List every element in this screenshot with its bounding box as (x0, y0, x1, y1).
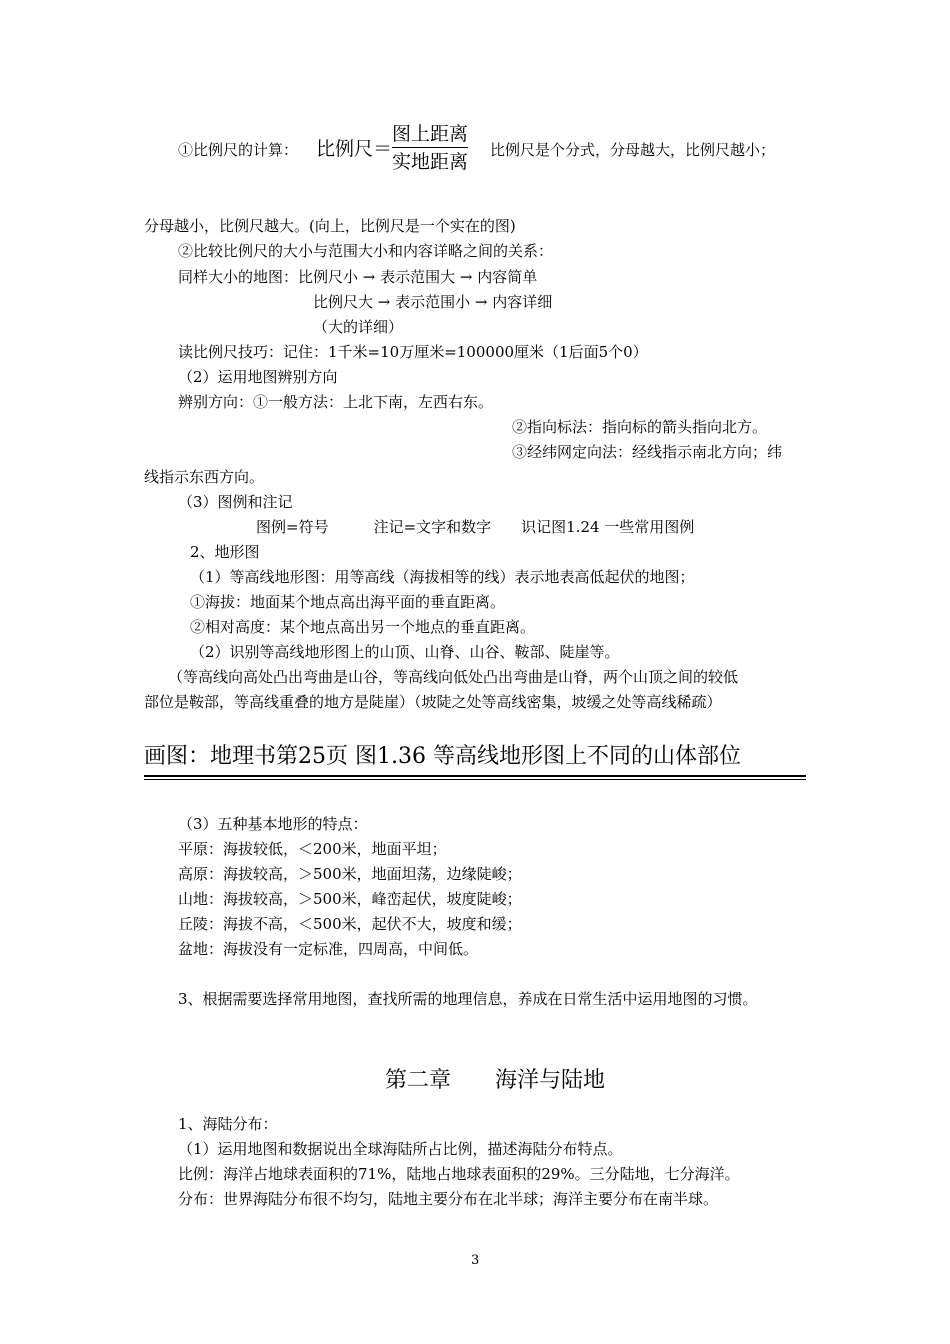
page-number: 3 (471, 1253, 480, 1268)
paragraph-line: （大的详细） (313, 318, 404, 336)
section-heading: （3）五种基本地形的特点： (178, 815, 368, 833)
scale-calc-label: ①比例尺的计算： (178, 141, 299, 159)
paragraph-line: ②指向标法：指向标的箭头指向北方。 (512, 418, 768, 436)
paragraph-line: （2）识别等高线地形图上的山顶、山脊、山谷、鞍部、陡崖等。 (190, 643, 620, 661)
paragraph-line: 线指示东西方向。 (144, 468, 265, 486)
paragraph-line: 比例尺大 → 表示范围小 → 内容详细 (313, 293, 553, 311)
section-heading: 1、海陆分布： (178, 1115, 278, 1133)
paragraph-line: 比例：海洋占地球表面积的71%，陆地占地球表面积的29%。三分陆地，七分海洋。 (178, 1165, 740, 1183)
paragraph-line: （等高线向高处凸出弯曲是山谷，等高线向低处凸出弯曲是山脊，两个山顶之间的较低 (168, 668, 739, 686)
scale-formula-fraction (390, 121, 470, 176)
paragraph-line: （1）运用地图和数据说出全球海陆所占比例，描述海陆分布特点。 (178, 1140, 623, 1158)
scale-note: 比例尺是个分式，分母越大，比例尺越小； (490, 141, 776, 159)
paragraph-line: 3、根据需要选择常用地图，查找所需的地理信息，养成在日常生活中运用地图的习惯。 (178, 990, 758, 1008)
section-heading: （2）运用地图辨别方向 (178, 368, 338, 386)
paragraph-line: 分母越小，比例尺越大。(向上，比例尺是一个实在的图) (144, 217, 516, 235)
paragraph-line: 分布：世界海陆分布很不均匀，陆地主要分布在北半球；海洋主要分布在南半球。 (178, 1190, 719, 1208)
paragraph-line: ③经纬网定向法：经线指示南北方向；纬 (512, 443, 783, 461)
heading-rule-thin (144, 779, 806, 780)
paragraph-line: 部位是鞍部，等高线重叠的地方是陡崖）（坡陡之处等高线密集，坡缓之处等高线稀疏） (144, 693, 722, 711)
paragraph-line: 辨别方向：①一般方法：上北下南，左西右东。 (178, 393, 494, 411)
section-heading: 2、地形图 (190, 543, 260, 561)
paragraph-line: ②相对高度：某个地点高出另一个地点的垂直距离。 (190, 618, 536, 636)
paragraph-line: 同样大小的地图：比例尺小 → 表示范围大 → 内容简单 (178, 268, 538, 286)
chapter-title: 第二章 海洋与陆地 (385, 1068, 606, 1093)
paragraph-line: 平原：海拔较低，＜200米，地面平坦； (178, 840, 447, 858)
paragraph-line: ①海拔：地面某个地点高出海平面的垂直距离。 (190, 593, 506, 611)
paragraph-line: ②比较比例尺的大小与范围大小和内容详略之间的关系： (178, 242, 554, 260)
drawing-task-heading: 画图：地理书第25页 图1.36 等高线地形图上不同的山体部位 (144, 744, 741, 769)
paragraph-line: 高原：海拔较高，＞500米，地面坦荡，边缘陡峻； (178, 865, 522, 883)
paragraph-line: 图例=符号 注记=文字和数字 识记图1.24 一些常用图例 (256, 518, 695, 536)
formula-denominator: 实地距离 (391, 151, 468, 173)
paragraph-line: 丘陵：海拔不高，＜500米，起伏不大，坡度和缓； (178, 915, 522, 933)
paragraph-line: 山地：海拔较高，＞500米，峰峦起伏，坡度陡峻； (178, 890, 522, 908)
heading-rule-thick (144, 775, 806, 777)
section-heading: （3）图例和注记 (178, 493, 293, 511)
paragraph-line: （1）等高线地形图：用等高线（海拔相等的线）表示地表高低起伏的地图； (190, 568, 695, 586)
paragraph-line: 读比例尺技巧：记住：1千米=10万厘米=100000厘米（1后面5个0） (178, 343, 648, 361)
formula-lhs: 比例尺＝ (316, 138, 393, 160)
formula-numerator: 图上距离 (391, 123, 468, 145)
paragraph-line: 盆地：海拔没有一定标准，四周高，中间低。 (178, 940, 479, 958)
